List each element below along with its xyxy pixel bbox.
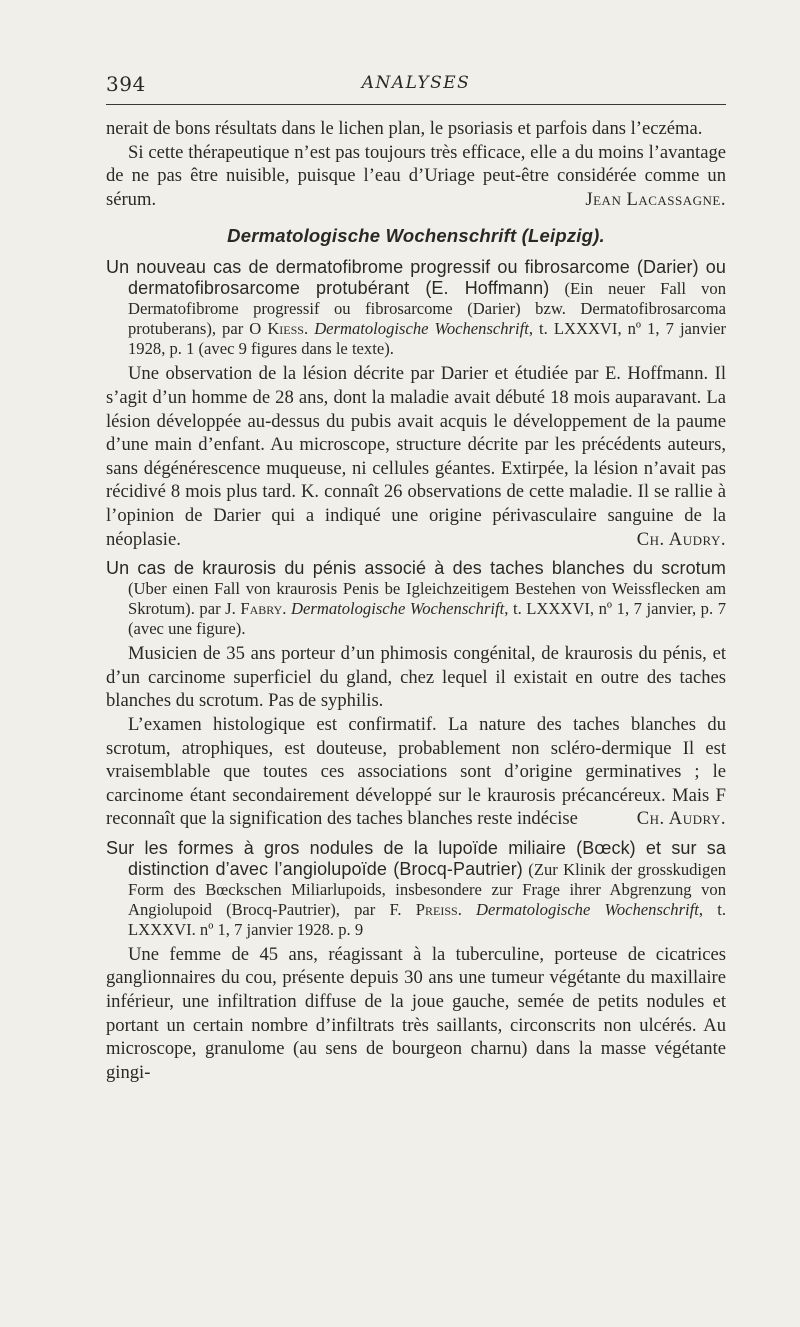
article-1-ref-a: (Ein neuer Fall von Dermatofibrome progressif ou fibrosarcome (Darier) bzw. Dermatofibrosarcoma protuberans), par O	[128, 279, 726, 339]
article-3-author: Preiss	[415, 899, 458, 919]
article-2-signature: Ch. Audry.	[636, 808, 726, 830]
article-2-journal: Dermatologische Wochenschrift	[291, 599, 505, 619]
journal-heading: Dermatologische Wochenschrift (Leipzig).	[227, 225, 605, 247]
article-2-ref-c: , t. LXXXVI, nº 1, 7 janvier, p. 7 (avec une figure).	[128, 599, 726, 639]
intro-signature: Jean Lacassagne.	[585, 188, 726, 210]
article-1-body	[106, 362, 726, 551]
page-header	[106, 70, 726, 100]
article-1-ref-b: .	[303, 319, 315, 339]
header-rule	[106, 104, 726, 105]
article-2-ref-b: .	[282, 599, 292, 619]
article-3-title: Sur les formes à gros nodules de la lupoïde miliaire (Bœck) et sur sa distinction d’avec l’angiolupoïde (Brocq-Pautrier)	[106, 837, 726, 879]
article-3-heading	[106, 838, 726, 940]
article-1-body-text: Une observation de la lésion décrite par Darier et étudiée par E. Hoffmann. Il s’agit d’un homme de 28 ans, dont la maladie avait débuté 18 mois auparavant. La lésion développée au-dessus du pubis avait acquis le développement de la paume d’une main d’enfant. Au microscope, structure décrite par les précédents auteurs, sans dégénérescence muqueuse, ni cellules géantes. Extirpée, la lésion n’avait pas récidivé 8 mois plus tard. K. connaît 26 observations de cette maladie. Il se rallie à l’opinion de Darier qui a indiqué une origine périvasculaire sanguine de la néoplasie.	[106, 363, 726, 550]
article-3	[106, 838, 726, 1085]
article-1-ref-c: , t. LXXXVI, nº 1, 7 janvier 1928, p. 1 (avec 9 figures dans le texte).	[128, 319, 727, 359]
running-title: ANALYSES	[361, 73, 471, 93]
article-1-heading	[106, 257, 726, 359]
article-3-journal: Dermatologische Wochenschrift	[476, 899, 699, 919]
article-3-body: Une femme de 45 ans, réagissant à la tuberculine, porteuse de cicatrices ganglionnaires du cou, présente depuis 30 ans une tumeur végétante du maxillaire inférieur, une infiltration diffuse de la joue gauche, semée de petits nodules et portant un certain nombre d’infiltrats très saillants, circonscrits non ulcérés. Au microscope, granulome (au sens de bourgeon charnu) dans la masse végétante gingi-	[106, 943, 726, 1083]
article-1-journal: Dermatologische Wochenschrift	[314, 319, 529, 339]
article-3-ref-c: , t. LXXXVI. nº 1, 7 janvier 1928. p. 9	[128, 899, 726, 939]
article-1-title: Un nouveau cas de dermatofibrome progressif ou fibrosarcome (Darier) ou dermatofibrosarcome protubérant (E. Hoffmann)	[106, 257, 726, 299]
article-1-author: Kiess	[267, 319, 304, 339]
article-3-ref-a: (Zur Klinik der grosskudigen Form des Bœckschen Miliarlupoids, insbesondere zur Frage ihrer Abgrenzung von Angiolupoid (Brocq-Pautrier), par F.	[128, 859, 727, 919]
article-2-body-2-text: L’examen histologique est confirmatif. La nature des taches blanches du scrotum, atrophiques, est douteuse, probablement non scléro-dermique Il est vraisemblable que toutes ces associations sont d’origine germinatives ; le carcinome étant secondairement développé sur le kraurosis précancéreux. Mais F reconnaît que la signification des taches blanches reste indécise	[106, 713, 726, 830]
article-2-author: Fabry	[240, 599, 283, 619]
article-2-body-2	[106, 713, 726, 831]
article-1-signature: Ch. Audry.	[636, 528, 726, 550]
article-2-ref-a: (Uber einen Fall von kraurosis Penis be Igleichzeitigem Bestehen von Weissflecken am Skrotum). par J.	[128, 579, 726, 619]
intro-paragraph-continued: nerait de bons résultats dans le lichen plan, le psoriasis et parfois dans l’eczéma.	[106, 118, 703, 139]
article-2	[106, 558, 726, 831]
article-3-ref-b: .	[457, 899, 477, 919]
article-1	[106, 257, 726, 551]
intro-paragraph	[106, 141, 726, 212]
article-2-title: Un cas de kraurosis du pénis associé à des taches blanches du scrotum	[106, 558, 726, 579]
article-2-heading	[106, 558, 726, 639]
page-number: 394	[106, 72, 146, 96]
intro-paragraph-text: Si cette thérapeutique n’est pas toujours très efficace, elle a du moins l’avantage de ne pas être nuisible, puisque l’eau d’Uriage peut-être considérée comme un sérum.	[106, 141, 726, 210]
page-content	[106, 117, 726, 1084]
article-2-body-1: Musicien de 35 ans porteur d’un phimosis congénital, de kraurosis du pénis, et d’un carcinome superficiel du gland, chez lequel il existait en outre des taches blanches du scrotum. Pas de syphilis.	[106, 643, 726, 712]
